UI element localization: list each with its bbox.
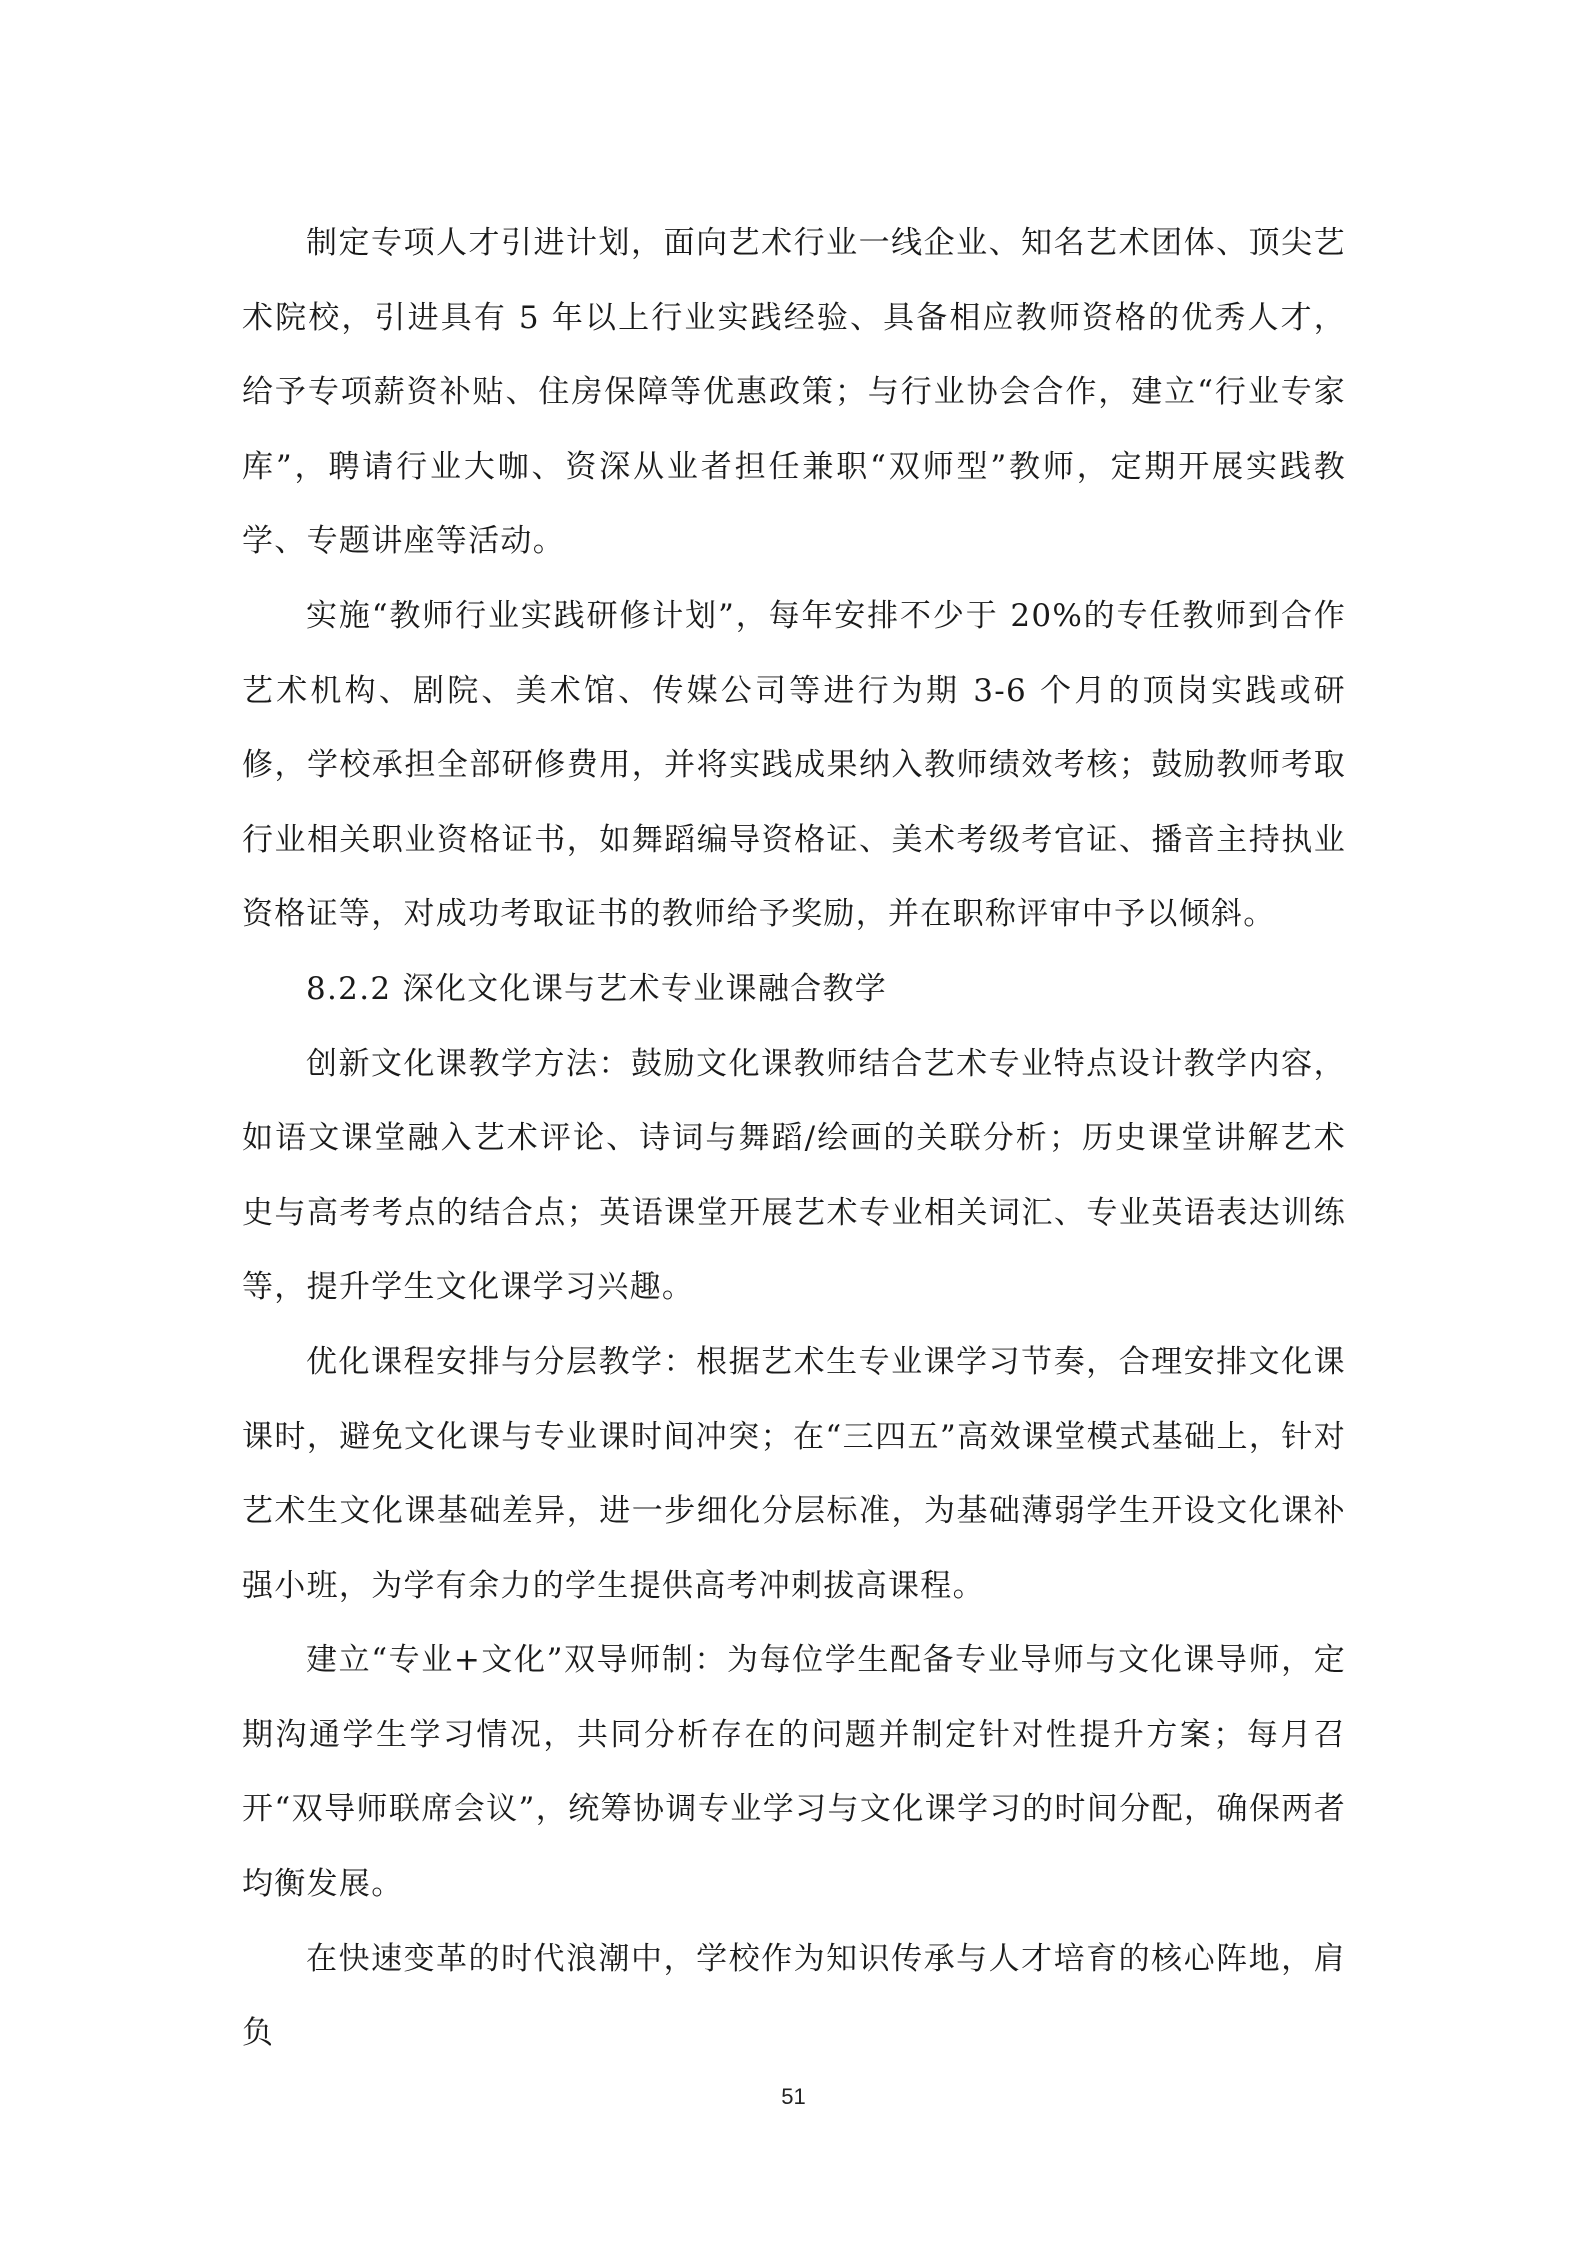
paragraph-closing: 在快速变革的时代浪潮中，学校作为知识传承与人才培育的核心阵地，肩负 bbox=[242, 1940, 1346, 2052]
section-heading: 8.2.2 深化文化课与艺术专业课融合教学 bbox=[306, 970, 888, 1007]
paragraph-teaching-methods: 创新文化课教学方法：鼓励文化课教师结合艺术专业特点设计教学内容，如语文课堂融入艺术评论、诗词与舞蹈/绘画的关联分析；历史课堂讲解艺术史与高考考点的结合点；英语课堂开展艺术专业相关词汇、专业英语表达训练等，提升学生文化课学习兴趣。 bbox=[242, 1045, 1346, 1306]
body-text bbox=[242, 206, 1346, 2071]
paragraph-talent-recruitment: 制定专项人才引进计划，面向艺术行业一线企业、知名艺术团体、顶尖艺术院校，引进具有 5 年以上行业实践经验、具备相应教师资格的优秀人才，给予专项薪资补贴、住房保障等优惠政策；与行业协会合作，建立“行业专家库”，聘请行业大咖、资深从业者担任兼职“双师型”教师，定期开展实践教学、专题讲座等活动。 bbox=[242, 225, 1346, 560]
paragraph-teacher-practice: 实施“教师行业实践研修计划”，每年安排不少于 20%的专任教师到合作艺术机构、剧院、美术馆、传媒公司等进行为期 3-6 个月的顶岗实践或研修，学校承担全部研修费用，并将实践成果纳入教师绩效考核；鼓励教师考取行业相关职业资格证书，如舞蹈编导资格证、美术考级考官证、播音主持执业资格证等，对成功考取证书的教师给予奖励，并在职称评审中予以倾斜。 bbox=[242, 597, 1346, 933]
page-number: 51 bbox=[781, 2084, 806, 2109]
paragraph-course-arrangement: 优化课程安排与分层教学：根据艺术生专业课学习节奏，合理安排文化课课时，避免文化课与专业课时间冲突；在“三四五”高效课堂模式基础上，针对艺术生文化课基础差异，进一步细化分层标准，为基础薄弱学生开设文化课补强小班，为学有余力的学生提供高考冲刺拔高课程。 bbox=[242, 1343, 1346, 1604]
paragraph-dual-mentor: 建立“专业+文化”双导师制：为每位学生配备专业导师与文化课导师，定期沟通学生学习情况，共同分析存在的问题并制定针对性提升方案；每月召开“双导师联席会议”，统筹协调专业学习与文化课学习的时间分配，确保两者均衡发展。 bbox=[242, 1642, 1346, 1903]
